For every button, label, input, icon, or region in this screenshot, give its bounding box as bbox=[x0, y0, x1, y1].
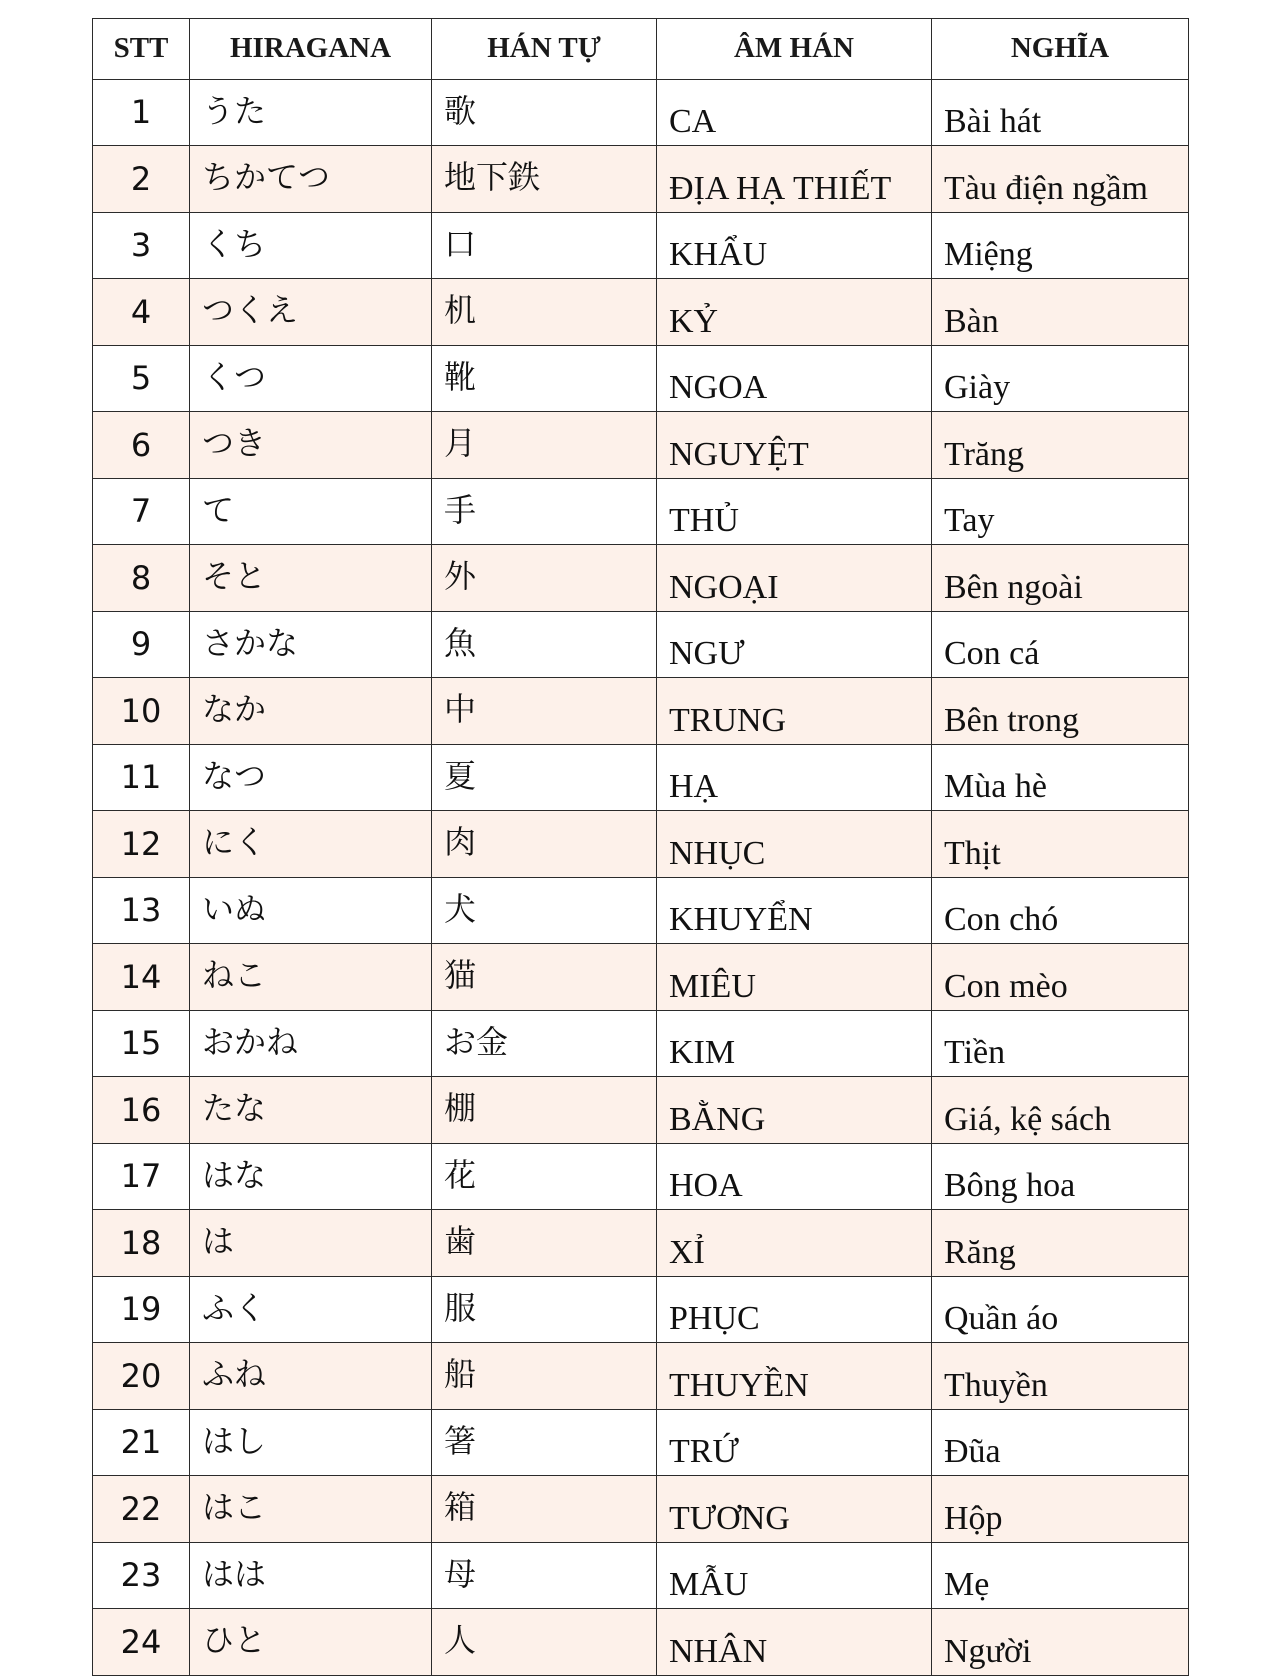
table-row bbox=[93, 79, 1189, 146]
header-row bbox=[93, 19, 1189, 80]
cell-nghia: Giá, kệ sách bbox=[932, 1077, 1189, 1144]
cell-stt: 15 bbox=[93, 1010, 190, 1077]
cell-am-han: NHÂN bbox=[657, 1609, 932, 1676]
cell-am-han: ĐỊA HẠ THIẾT bbox=[657, 146, 932, 213]
cell-am-han: KIM bbox=[657, 1010, 932, 1077]
cell-am-han: THUYỀN bbox=[657, 1343, 932, 1410]
cell-hiragana: はし bbox=[190, 1409, 432, 1476]
cell-han-tu: 月 bbox=[432, 412, 657, 479]
cell-stt: 6 bbox=[93, 412, 190, 479]
cell-stt: 20 bbox=[93, 1343, 190, 1410]
table-row bbox=[93, 678, 1189, 745]
cell-hiragana: たな bbox=[190, 1077, 432, 1144]
cell-am-han: CA bbox=[657, 79, 932, 146]
cell-nghia: Người bbox=[932, 1609, 1189, 1676]
cell-han-tu: 歌 bbox=[432, 79, 657, 146]
cell-stt: 8 bbox=[93, 545, 190, 612]
cell-hiragana: そと bbox=[190, 545, 432, 612]
cell-nghia: Miệng bbox=[932, 212, 1189, 279]
cell-hiragana: くち bbox=[190, 212, 432, 279]
cell-hiragana: いぬ bbox=[190, 877, 432, 944]
cell-am-han: MẪU bbox=[657, 1542, 932, 1609]
table-row bbox=[93, 1010, 1189, 1077]
cell-nghia: Mẹ bbox=[932, 1542, 1189, 1609]
cell-am-han: MIÊU bbox=[657, 944, 932, 1011]
table-row bbox=[93, 877, 1189, 944]
cell-nghia: Trăng bbox=[932, 412, 1189, 479]
cell-nghia: Răng bbox=[932, 1210, 1189, 1277]
cell-nghia: Tiền bbox=[932, 1010, 1189, 1077]
cell-am-han: NGUYỆT bbox=[657, 412, 932, 479]
cell-stt: 18 bbox=[93, 1210, 190, 1277]
table-row bbox=[93, 412, 1189, 479]
cell-nghia: Thuyền bbox=[932, 1343, 1189, 1410]
table-row bbox=[93, 279, 1189, 346]
cell-nghia: Bên trong bbox=[932, 678, 1189, 745]
table-row bbox=[93, 1143, 1189, 1210]
cell-han-tu: 花 bbox=[432, 1143, 657, 1210]
cell-am-han: PHỤC bbox=[657, 1276, 932, 1343]
table-row bbox=[93, 1542, 1189, 1609]
table-row bbox=[93, 345, 1189, 412]
cell-hiragana: おかね bbox=[190, 1010, 432, 1077]
header-am-han: ÂM HÁN bbox=[657, 19, 932, 80]
cell-am-han: XỈ bbox=[657, 1210, 932, 1277]
cell-stt: 24 bbox=[93, 1609, 190, 1676]
cell-hiragana: うた bbox=[190, 79, 432, 146]
cell-stt: 19 bbox=[93, 1276, 190, 1343]
table-row bbox=[93, 1210, 1189, 1277]
table-row bbox=[93, 944, 1189, 1011]
header-nghia: NGHĨA bbox=[932, 19, 1189, 80]
cell-am-han: NGOA bbox=[657, 345, 932, 412]
cell-han-tu: 箸 bbox=[432, 1409, 657, 1476]
cell-han-tu: 手 bbox=[432, 478, 657, 545]
cell-hiragana: つき bbox=[190, 412, 432, 479]
cell-stt: 11 bbox=[93, 744, 190, 811]
cell-hiragana: ちかてつ bbox=[190, 146, 432, 213]
cell-am-han: KHẨU bbox=[657, 212, 932, 279]
cell-stt: 23 bbox=[93, 1542, 190, 1609]
cell-hiragana: はこ bbox=[190, 1476, 432, 1543]
cell-stt: 4 bbox=[93, 279, 190, 346]
table-row bbox=[93, 611, 1189, 678]
cell-han-tu: 猫 bbox=[432, 944, 657, 1011]
cell-stt: 22 bbox=[93, 1476, 190, 1543]
cell-han-tu: 魚 bbox=[432, 611, 657, 678]
cell-stt: 13 bbox=[93, 877, 190, 944]
cell-hiragana: つくえ bbox=[190, 279, 432, 346]
cell-hiragana: はは bbox=[190, 1542, 432, 1609]
cell-han-tu: 口 bbox=[432, 212, 657, 279]
cell-am-han: TƯƠNG bbox=[657, 1476, 932, 1543]
cell-am-han: TRUNG bbox=[657, 678, 932, 745]
cell-hiragana: なつ bbox=[190, 744, 432, 811]
table-row bbox=[93, 1077, 1189, 1144]
cell-am-han: NGOẠI bbox=[657, 545, 932, 612]
cell-han-tu: 地下鉄 bbox=[432, 146, 657, 213]
cell-han-tu: 服 bbox=[432, 1276, 657, 1343]
cell-han-tu: 中 bbox=[432, 678, 657, 745]
cell-stt: 7 bbox=[93, 478, 190, 545]
cell-stt: 1 bbox=[93, 79, 190, 146]
cell-nghia: Tàu điện ngầm bbox=[932, 146, 1189, 213]
vocabulary-table bbox=[92, 18, 1189, 1676]
cell-han-tu: 外 bbox=[432, 545, 657, 612]
cell-am-han: HẠ bbox=[657, 744, 932, 811]
cell-han-tu: 夏 bbox=[432, 744, 657, 811]
cell-am-han: TRỨ bbox=[657, 1409, 932, 1476]
cell-stt: 16 bbox=[93, 1077, 190, 1144]
cell-han-tu: 犬 bbox=[432, 877, 657, 944]
cell-han-tu: 母 bbox=[432, 1542, 657, 1609]
cell-stt: 10 bbox=[93, 678, 190, 745]
table-row bbox=[93, 1476, 1189, 1543]
cell-nghia: Mùa hè bbox=[932, 744, 1189, 811]
cell-han-tu: 棚 bbox=[432, 1077, 657, 1144]
cell-nghia: Bông hoa bbox=[932, 1143, 1189, 1210]
table-row bbox=[93, 1343, 1189, 1410]
cell-nghia: Đũa bbox=[932, 1409, 1189, 1476]
cell-hiragana: ひと bbox=[190, 1609, 432, 1676]
cell-am-han: KHUYỂN bbox=[657, 877, 932, 944]
cell-stt: 9 bbox=[93, 611, 190, 678]
cell-am-han: NGƯ bbox=[657, 611, 932, 678]
cell-nghia: Tay bbox=[932, 478, 1189, 545]
cell-hiragana: ふね bbox=[190, 1343, 432, 1410]
table-row bbox=[93, 545, 1189, 612]
header-hiragana: HIRAGANA bbox=[190, 19, 432, 80]
cell-nghia: Quần áo bbox=[932, 1276, 1189, 1343]
cell-hiragana: ねこ bbox=[190, 944, 432, 1011]
cell-hiragana: くつ bbox=[190, 345, 432, 412]
cell-stt: 3 bbox=[93, 212, 190, 279]
cell-stt: 5 bbox=[93, 345, 190, 412]
cell-stt: 12 bbox=[93, 811, 190, 878]
table-row bbox=[93, 1409, 1189, 1476]
table-row bbox=[93, 811, 1189, 878]
cell-nghia: Bên ngoài bbox=[932, 545, 1189, 612]
cell-han-tu: お金 bbox=[432, 1010, 657, 1077]
cell-stt: 2 bbox=[93, 146, 190, 213]
table-row bbox=[93, 478, 1189, 545]
cell-han-tu: 人 bbox=[432, 1609, 657, 1676]
cell-nghia: Thịt bbox=[932, 811, 1189, 878]
cell-am-han: NHỤC bbox=[657, 811, 932, 878]
cell-han-tu: 箱 bbox=[432, 1476, 657, 1543]
cell-hiragana: ふく bbox=[190, 1276, 432, 1343]
cell-hiragana: はな bbox=[190, 1143, 432, 1210]
table-row bbox=[93, 212, 1189, 279]
cell-han-tu: 船 bbox=[432, 1343, 657, 1410]
cell-nghia: Hộp bbox=[932, 1476, 1189, 1543]
cell-hiragana: て bbox=[190, 478, 432, 545]
cell-stt: 21 bbox=[93, 1409, 190, 1476]
table-row bbox=[93, 146, 1189, 213]
cell-am-han: KỶ bbox=[657, 279, 932, 346]
table-body bbox=[93, 79, 1189, 1675]
cell-han-tu: 机 bbox=[432, 279, 657, 346]
cell-han-tu: 肉 bbox=[432, 811, 657, 878]
cell-nghia: Con mèo bbox=[932, 944, 1189, 1011]
cell-nghia: Con cá bbox=[932, 611, 1189, 678]
cell-am-han: HOA bbox=[657, 1143, 932, 1210]
header-han-tu: HÁN TỰ bbox=[432, 19, 657, 80]
cell-am-han: BẰNG bbox=[657, 1077, 932, 1144]
cell-hiragana: にく bbox=[190, 811, 432, 878]
cell-am-han: THỦ bbox=[657, 478, 932, 545]
cell-stt: 14 bbox=[93, 944, 190, 1011]
cell-han-tu: 靴 bbox=[432, 345, 657, 412]
cell-han-tu: 歯 bbox=[432, 1210, 657, 1277]
cell-hiragana: なか bbox=[190, 678, 432, 745]
cell-hiragana: さかな bbox=[190, 611, 432, 678]
cell-nghia: Bài hát bbox=[932, 79, 1189, 146]
cell-nghia: Con chó bbox=[932, 877, 1189, 944]
cell-hiragana: は bbox=[190, 1210, 432, 1277]
cell-nghia: Giày bbox=[932, 345, 1189, 412]
table-header bbox=[93, 19, 1189, 80]
table-row bbox=[93, 744, 1189, 811]
table-row bbox=[93, 1609, 1189, 1676]
cell-nghia: Bàn bbox=[932, 279, 1189, 346]
cell-stt: 17 bbox=[93, 1143, 190, 1210]
table-row bbox=[93, 1276, 1189, 1343]
header-stt: STT bbox=[93, 19, 190, 80]
